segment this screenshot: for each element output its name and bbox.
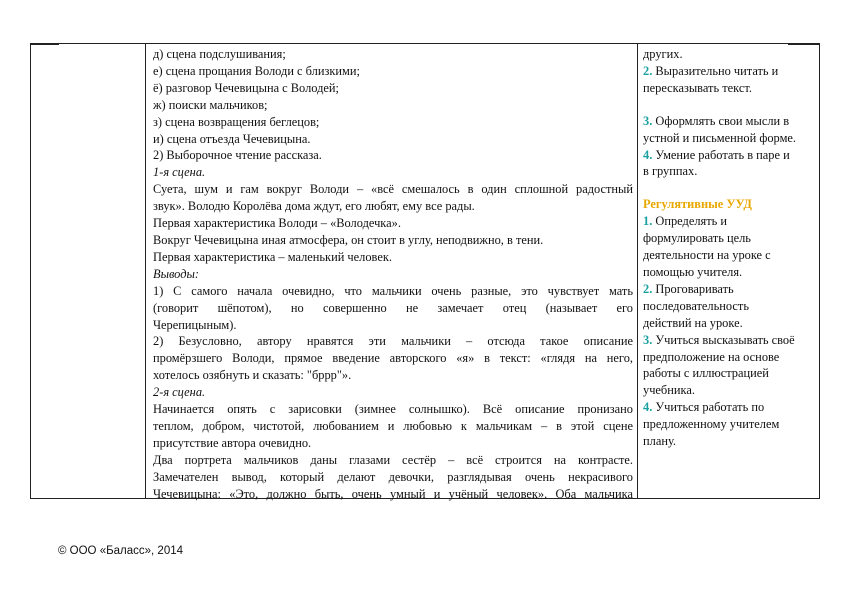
competency-text: пересказывать текст. xyxy=(643,80,752,95)
competency-text: формулировать цель xyxy=(643,231,751,246)
competency-text: действий на уроке. xyxy=(643,315,743,330)
scene2-text: Чечевицына: «Это, должно быть, очень умный и учёный человек». Оба мальчика xyxy=(153,486,633,501)
scene-list-item: ж) поиски мальчиков; xyxy=(153,97,268,112)
reading-step: 2) Выборочное чтение рассказа. xyxy=(153,148,322,163)
competency-text: Выразительно читать и xyxy=(655,63,779,78)
conclusion-text: Черепицыным). xyxy=(153,317,237,332)
scene2-text: Замечателен вывод, который делают девочки, разглядывая очень некрасивого xyxy=(153,469,633,484)
column-divider-1 xyxy=(145,44,146,498)
scene2-text: Начинается опять с зарисовки (зимнее солнышко). Всё описание пронизано xyxy=(153,402,633,417)
conclusion-text: (говорит шёпотом), но совершенно не замечает отец (называет его xyxy=(153,300,633,315)
scene1-text: Суета, шум и гам вокруг Володи – «всё смешалось в один сплошной радостный xyxy=(153,182,633,197)
table-top-edge-left xyxy=(31,43,59,45)
competency-text: Проговаривать xyxy=(655,281,734,296)
lesson-table xyxy=(30,43,820,499)
scene1-text: звук». Володю Королёва дома ждут, его любят, ему все рады. xyxy=(153,199,475,214)
competencies-cell xyxy=(643,46,819,450)
competency-text: Учиться работать по xyxy=(655,400,765,415)
competency-text: деятельности на уроке с xyxy=(643,248,771,263)
competency-text: в группах. xyxy=(643,164,698,179)
competency-text: последовательность xyxy=(643,298,749,313)
competency-text: Умение работать в паре и xyxy=(655,147,790,162)
competency-item xyxy=(643,113,819,130)
scene1-characteristic: Первая характеристика Володи – «Володечка». xyxy=(153,216,401,231)
competency-item xyxy=(643,399,819,416)
competency-text: плану. xyxy=(643,434,676,449)
scene2-text: теплом, добром, чистотой, любованием и любовью к мальчикам – в этой сцене xyxy=(153,418,633,433)
item-number: 4. xyxy=(643,400,653,415)
conclusions-heading: Выводы: xyxy=(153,266,199,281)
competency-text: Оформлять свои мысли в xyxy=(655,113,790,128)
competency-text: помощью учителя. xyxy=(643,264,743,279)
competency-text: предположение на основе xyxy=(643,349,780,364)
scene1-heading: 1-я сцена. xyxy=(153,165,206,180)
competency-item xyxy=(643,147,819,164)
scene-list-item: е) сцена прощания Володи с близкими; xyxy=(153,63,360,78)
competency-text: учебника. xyxy=(643,383,695,398)
conclusion-text: 2) Безусловно, автору нравятся эти мальчики – отсюда такое описание xyxy=(153,334,633,349)
item-number: 3. xyxy=(643,113,653,128)
scene-list-item: ё) разговор Чечевицына с Володей; xyxy=(153,80,339,95)
scene-list-item: и) сцена отъезда Чечевицына. xyxy=(153,131,311,146)
competency-text: Определять и xyxy=(655,214,727,229)
competency-text: работы с иллюстрацией xyxy=(643,366,769,381)
item-number: 2. xyxy=(643,281,653,296)
scene1-characteristic: Первая характеристика – маленький человек. xyxy=(153,249,392,264)
scene-list-item: д) сцена подслушивания; xyxy=(153,47,286,61)
item-number: 4. xyxy=(643,147,653,162)
conclusion-text: 1) С самого начала очевидно, что мальчики очень разные, это чувствует мать xyxy=(153,283,633,298)
competency-item xyxy=(643,281,819,298)
competency-text: предложенному учителем xyxy=(643,417,780,432)
conclusion-text: хотелось озябнуть и сказать: "бррр"». xyxy=(153,368,352,383)
competency-text: устной и письменной форме. xyxy=(643,130,797,145)
regulative-heading: Регулятивные УУД xyxy=(643,197,752,212)
competency-text: других. xyxy=(643,47,683,61)
conclusion-text: промёрзшего Володи, прямое введение авторского «я» в текст: «глядя на него, xyxy=(153,351,633,366)
lesson-content-cell xyxy=(153,46,633,502)
scene-list-item: з) сцена возвращения беглецов; xyxy=(153,114,320,129)
copyright-footer: © ООО «Баласс», 2014 xyxy=(58,545,184,557)
item-number: 2. xyxy=(643,63,653,78)
table-top-edge-right xyxy=(788,43,820,45)
scene2-text: присутствие автора очевидно. xyxy=(153,435,312,450)
scene1-text: Вокруг Чечевицына иная атмосфера, он стоит в углу, неподвижно, в тени. xyxy=(153,232,544,247)
column-divider-2 xyxy=(637,44,638,498)
competency-item xyxy=(643,63,819,80)
item-number: 1. xyxy=(643,214,653,229)
competency-item xyxy=(643,332,819,349)
scene2-heading: 2-я сцена. xyxy=(153,385,206,400)
competency-text: Учиться высказывать своё xyxy=(655,332,795,347)
item-number: 3. xyxy=(643,332,653,347)
competency-item xyxy=(643,213,819,230)
scene2-text: Два портрета мальчиков даны глазами сестёр – всё строится на контрасте. xyxy=(153,452,633,467)
